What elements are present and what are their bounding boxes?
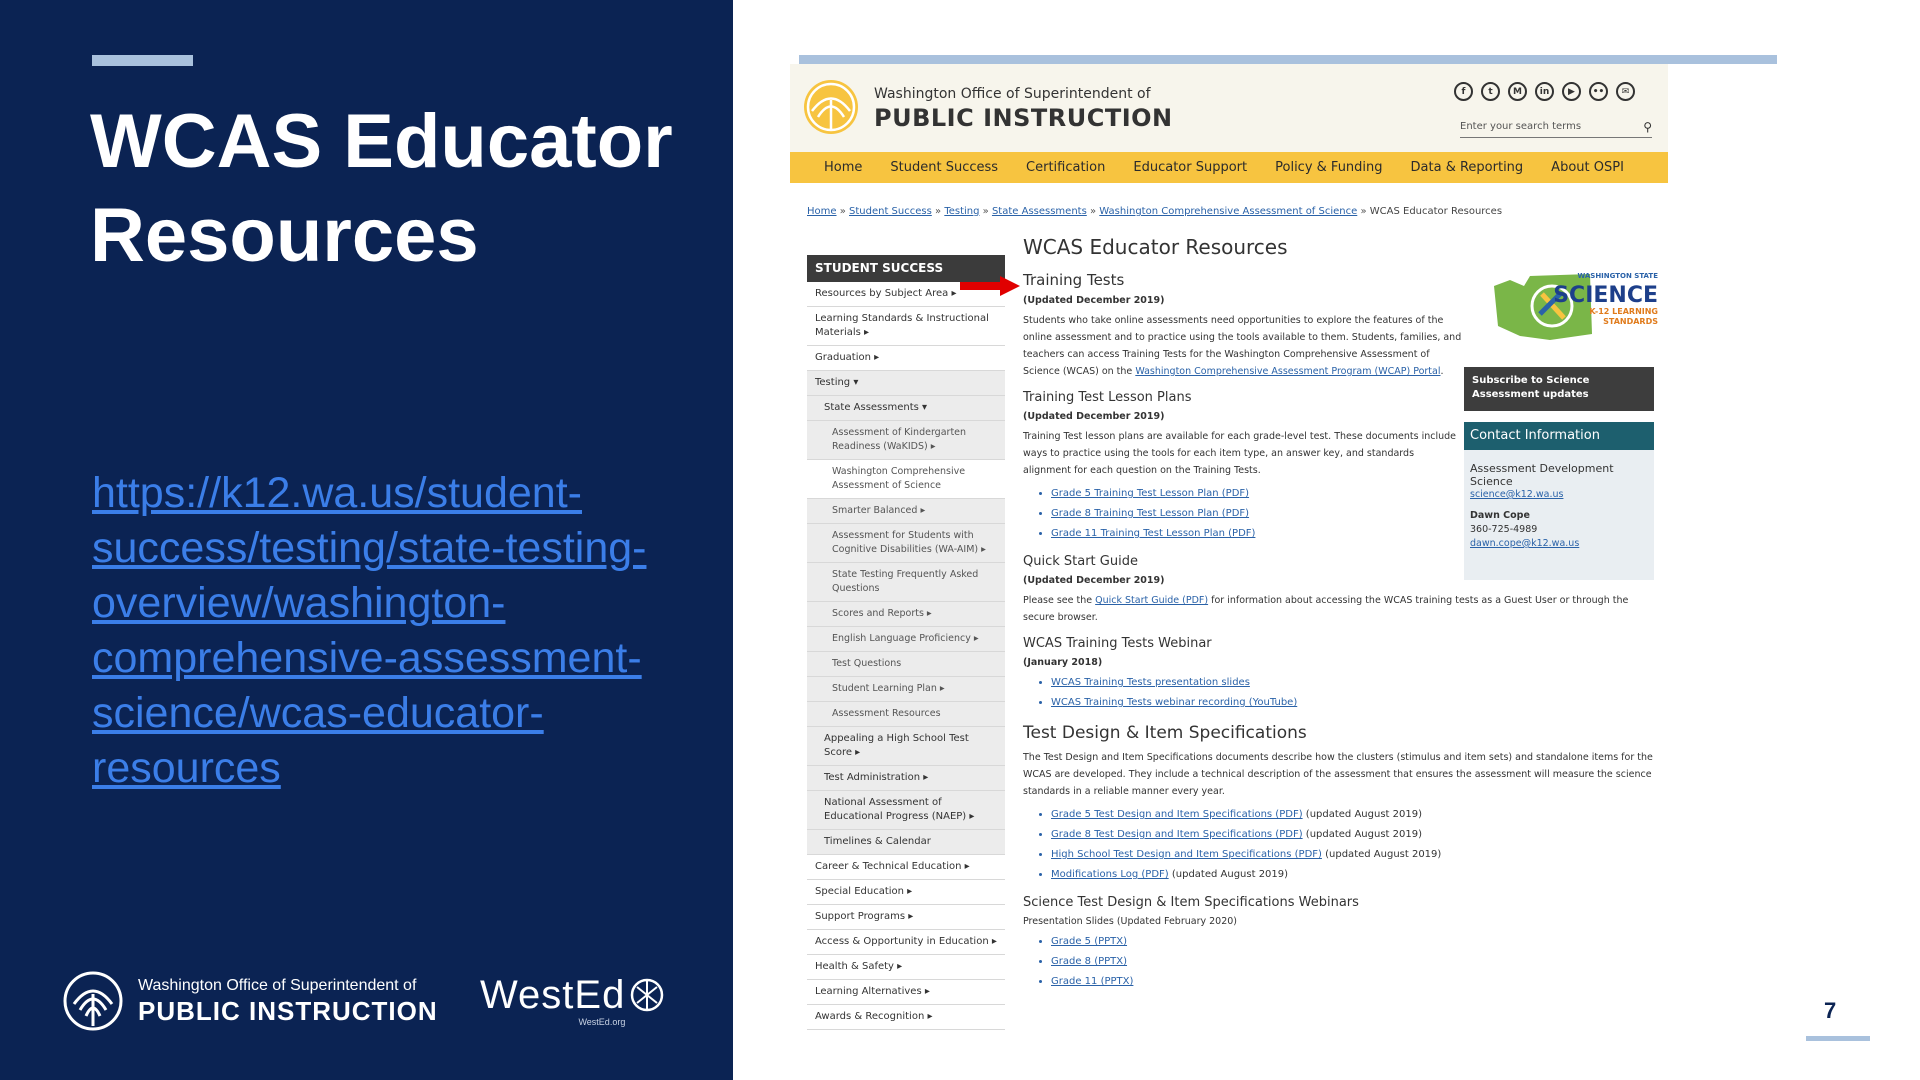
- wested-footer-logo: [480, 973, 665, 1027]
- sidebar-item-awards[interactable]: Awards & Recognition ▸: [807, 1005, 1005, 1030]
- contact-email-person[interactable]: dawn.cope@k12.wa.us: [1470, 538, 1580, 549]
- nav-home[interactable]: Home: [824, 160, 863, 175]
- science-logo-line4: STANDARDS: [1603, 317, 1658, 326]
- wested-name: WestEd: [480, 973, 626, 1017]
- test-design-list: [1023, 805, 1658, 885]
- training-tests-body: Students who take online assessments need opportunities to explore the features of the online assessment and to practice using the tools available to them. Students, families, and teachers can access Training Tests for the Washington Comprehensive Assessment of Science (WCAS) on the: [1023, 315, 1462, 377]
- contact-email-science[interactable]: science@k12.wa.us: [1470, 489, 1564, 500]
- sidebar-nav: [807, 255, 1005, 1030]
- ospi-footer-logo: [62, 970, 438, 1032]
- breadcrumb-student-success[interactable]: Student Success: [849, 206, 932, 217]
- sidebar-item-english-proficiency[interactable]: English Language Proficiency ▸: [807, 627, 1005, 652]
- ospi-footer-line2: PUBLIC INSTRUCTION: [138, 996, 438, 1026]
- site-search-input[interactable]: [1460, 116, 1652, 138]
- science-standards-logo: [1490, 264, 1660, 349]
- sidebar-item-test-questions[interactable]: Test Questions: [807, 652, 1005, 677]
- nav-about-ospi[interactable]: About OSPI: [1551, 160, 1624, 175]
- sidebar-item-wa-aim[interactable]: Assessment for Students with Cognitive Disabilities (WA-AIM) ▸: [807, 524, 1005, 563]
- webinar-slides-link[interactable]: WCAS Training Tests presentation slides: [1051, 677, 1250, 688]
- grade5-pptx-link[interactable]: Grade 5 (PPTX): [1051, 936, 1128, 947]
- list-item[interactable]: [1051, 805, 1658, 825]
- webinar-updated: (January 2018): [1023, 657, 1103, 668]
- list-item[interactable]: [1051, 972, 1658, 992]
- breadcrumb-state-assessments[interactable]: State Assessments: [991, 206, 1087, 217]
- sidebar-item-learning-alternatives[interactable]: Learning Alternatives ▸: [807, 980, 1005, 1005]
- breadcrumb: Home » Student Success » Testing » State Assessments » Washington Comprehensive Assessment of Science » WCAS Educator Resources: [807, 206, 1503, 217]
- search-icon[interactable]: ⚲: [1643, 119, 1652, 134]
- screenshot-top-bar: [799, 55, 1777, 64]
- sidebar-item-graduation[interactable]: Graduation ▸: [807, 346, 1005, 371]
- grade8-lesson-plan-link[interactable]: Grade 8 Training Test Lesson Plan (PDF): [1051, 508, 1250, 519]
- wcap-portal-link[interactable]: Washington Comprehensive Assessment Program (WCAP) Portal: [1135, 366, 1441, 377]
- training-tests-heading: Training Tests: [1023, 271, 1125, 289]
- sidebar-item-state-assessments[interactable]: State Assessments ▾: [807, 396, 1005, 421]
- contact-info-panel: [1464, 422, 1654, 580]
- webinar-recording-link[interactable]: WCAS Training Tests webinar recording (YouTube): [1051, 697, 1298, 708]
- breadcrumb-wcas[interactable]: Washington Comprehensive Assessment of Science: [1099, 206, 1358, 217]
- modifications-log-note: (updated August 2019): [1171, 869, 1289, 880]
- sidebar-item-learning-standards[interactable]: Learning Standards & Instructional Materials ▸: [807, 307, 1005, 346]
- twitter-icon[interactable]: t: [1481, 82, 1500, 101]
- grade8-spec-link[interactable]: Grade 8 Test Design and Item Specifications (PDF): [1051, 829, 1303, 840]
- page-number-underline: [1806, 1036, 1870, 1041]
- quick-start-link[interactable]: Quick Start Guide (PDF): [1095, 595, 1209, 606]
- sidebar-item-wakids[interactable]: Assessment of Kindergarten Readiness (WaKIDS) ▸: [807, 421, 1005, 460]
- flickr-icon[interactable]: ••: [1589, 82, 1608, 101]
- list-item[interactable]: [1051, 952, 1658, 972]
- training-tests-period: .: [1440, 366, 1444, 377]
- sidebar-item-special-education[interactable]: Special Education ▸: [807, 880, 1005, 905]
- contact-heading: Contact Information: [1464, 422, 1654, 450]
- accent-bar: [92, 55, 193, 66]
- chat-icon[interactable]: ✉: [1616, 82, 1635, 101]
- ospi-logo-icon: [62, 970, 124, 1032]
- sidebar-item-appealing-score[interactable]: Appealing a High School Test Score ▸: [807, 727, 1005, 766]
- training-tests-updated: (Updated December 2019): [1023, 295, 1165, 306]
- list-item[interactable]: [1051, 825, 1658, 845]
- sidebar-item-testing[interactable]: Testing ▾: [807, 371, 1005, 396]
- red-arrow-icon: [960, 276, 1020, 296]
- sidebar-item-faq[interactable]: State Testing Frequently Asked Questions: [807, 563, 1005, 602]
- left-panel: [0, 0, 733, 1080]
- contact-dept2: Science: [1470, 475, 1513, 488]
- modifications-log-link[interactable]: Modifications Log (PDF): [1051, 869, 1169, 880]
- site-org-line1: Washington Office of Superintendent of: [874, 86, 1151, 102]
- grade8-pptx-link[interactable]: Grade 8 (PPTX): [1051, 956, 1128, 967]
- grade5-spec-link[interactable]: Grade 5 Test Design and Item Specifications (PDF): [1051, 809, 1303, 820]
- site-header: [790, 64, 1668, 152]
- list-item[interactable]: [1051, 865, 1658, 885]
- nav-certification[interactable]: Certification: [1026, 160, 1106, 175]
- nav-data-reporting[interactable]: Data & Reporting: [1410, 160, 1524, 175]
- sidebar-item-test-administration[interactable]: Test Administration ▸: [807, 766, 1005, 791]
- hs-spec-link[interactable]: High School Test Design and Item Specifications (PDF): [1051, 849, 1322, 860]
- spec-webinars-list: [1023, 932, 1658, 992]
- lesson-plans-text: Training Test lesson plans are available for each grade-level test. These documents include ways to practice using the tools for each item type, an answer key, and standards alignment for each question on the Training Tests.: [1023, 431, 1457, 476]
- list-item[interactable]: [1051, 693, 1658, 713]
- spec-webinars-sub: Presentation Slides (Updated February 2020): [1023, 916, 1237, 927]
- linkedin-icon[interactable]: in: [1535, 82, 1554, 101]
- breadcrumb-home[interactable]: Home: [807, 206, 837, 217]
- grade8-spec-note: (updated August 2019): [1305, 829, 1422, 840]
- breadcrumb-current: WCAS Educator Resources: [1369, 206, 1503, 217]
- training-tests-text: [1023, 312, 1463, 380]
- page-number: 7: [1824, 998, 1837, 1023]
- sidebar-item-support-programs[interactable]: Support Programs ▸: [807, 905, 1005, 930]
- webinar-list: [1023, 673, 1658, 713]
- nav-student-success[interactable]: Student Success: [890, 160, 999, 175]
- site-org-line2: PUBLIC INSTRUCTION: [874, 104, 1173, 132]
- science-logo-line2: SCIENCE: [1553, 283, 1658, 308]
- sidebar-item-access-opportunity[interactable]: Access & Opportunity in Education ▸: [807, 930, 1005, 955]
- sidebar-item-career-technical[interactable]: Career & Technical Education ▸: [807, 855, 1005, 880]
- science-logo-line3: K-12 LEARNING: [1589, 307, 1658, 316]
- subscribe-button[interactable]: Subscribe to Science Assessment updates: [1464, 367, 1654, 411]
- quick-start-heading: Quick Start Guide: [1023, 554, 1138, 569]
- grade5-spec-note: (updated August 2019): [1305, 809, 1422, 820]
- quick-start-text: [1023, 592, 1658, 626]
- quick-start-updated: (Updated December 2019): [1023, 575, 1165, 586]
- slide-url-link[interactable]: https://k12.wa.us/student-success/testing/state-testing-overview/washington-comprehensive-assessment-science/wcas-educator-resources: [92, 469, 647, 792]
- wested-url: WestEd.org: [578, 1017, 626, 1027]
- quick-start-pre: Please see the: [1023, 595, 1093, 606]
- lesson-plans-updated: (Updated December 2019): [1023, 411, 1165, 422]
- sidebar-heading: STUDENT SUCCESS: [807, 255, 1005, 282]
- sidebar-item-resources-by-subject[interactable]: Resources by Subject Area ▸: [807, 282, 1005, 307]
- site-nav: [790, 152, 1668, 183]
- search-placeholder: Enter your search terms: [1460, 121, 1582, 132]
- science-logo-line1: WASHINGTON STATE: [1577, 272, 1658, 280]
- sidebar-item-wcas[interactable]: Washington Comprehensive Assessment of Science: [807, 460, 1005, 499]
- page-title: WCAS Educator Resources: [1023, 235, 1288, 259]
- sidebar-item-scores-reports[interactable]: Scores and Reports ▸: [807, 602, 1005, 627]
- lesson-plans-heading: Training Test Lesson Plans: [1023, 390, 1192, 405]
- website-screenshot: [790, 64, 1668, 1080]
- medium-icon[interactable]: M: [1508, 82, 1527, 101]
- nav-educator-support[interactable]: Educator Support: [1133, 160, 1248, 175]
- ospi-site-logo-icon[interactable]: [802, 78, 860, 136]
- test-design-heading: Test Design & Item Specifications: [1023, 723, 1307, 743]
- facebook-icon[interactable]: f: [1454, 82, 1473, 101]
- ospi-footer-line1: Washington Office of Superintendent of: [138, 977, 417, 994]
- sidebar-item-health-safety[interactable]: Health & Safety ▸: [807, 955, 1005, 980]
- contact-phone: 360-725-4989: [1470, 524, 1538, 535]
- social-icons: [1454, 82, 1635, 101]
- quick-start-post: for information about accessing the WCAS training tests as a Guest User or through the secure browser.: [1023, 595, 1629, 623]
- webinar-heading: WCAS Training Tests Webinar: [1023, 636, 1212, 651]
- sidebar-item-timelines[interactable]: Timelines & Calendar: [807, 830, 1005, 855]
- contact-name: Dawn Cope: [1470, 510, 1530, 521]
- breadcrumb-testing[interactable]: Testing: [944, 206, 980, 217]
- youtube-icon[interactable]: ▶: [1562, 82, 1581, 101]
- list-item[interactable]: [1051, 932, 1658, 952]
- spec-webinars-heading: Science Test Design & Item Specifications Webinars: [1023, 895, 1359, 910]
- grade11-pptx-link[interactable]: Grade 11 (PPTX): [1051, 976, 1134, 987]
- list-item[interactable]: [1051, 845, 1658, 865]
- test-design-text: The Test Design and Item Specifications documents describe how the clusters (stimulus and item sets) and standalone items for the WCAS are developed. They include a technical description of the assessment that ensures the assessment will measure the science standards in a reliable manner every year.: [1023, 752, 1653, 797]
- grade5-lesson-plan-link[interactable]: Grade 5 Training Test Lesson Plan (PDF): [1051, 488, 1250, 499]
- nav-policy-funding[interactable]: Policy & Funding: [1275, 160, 1383, 175]
- slide-title: WCAS Educator Resources: [90, 99, 673, 278]
- wested-globe-icon: [629, 977, 665, 1013]
- sidebar-item-naep[interactable]: National Assessment of Educational Progress (NAEP) ▸: [807, 791, 1005, 830]
- sidebar-item-smarter-balanced[interactable]: Smarter Balanced ▸: [807, 499, 1005, 524]
- list-item[interactable]: [1051, 673, 1658, 693]
- grade11-lesson-plan-link[interactable]: Grade 11 Training Test Lesson Plan (PDF): [1051, 528, 1256, 539]
- hs-spec-note: (updated August 2019): [1325, 849, 1442, 860]
- contact-dept: Assessment Development: [1470, 462, 1614, 475]
- sidebar-item-assessment-resources[interactable]: Assessment Resources: [807, 702, 1005, 727]
- sidebar-item-student-learning-plan[interactable]: Student Learning Plan ▸: [807, 677, 1005, 702]
